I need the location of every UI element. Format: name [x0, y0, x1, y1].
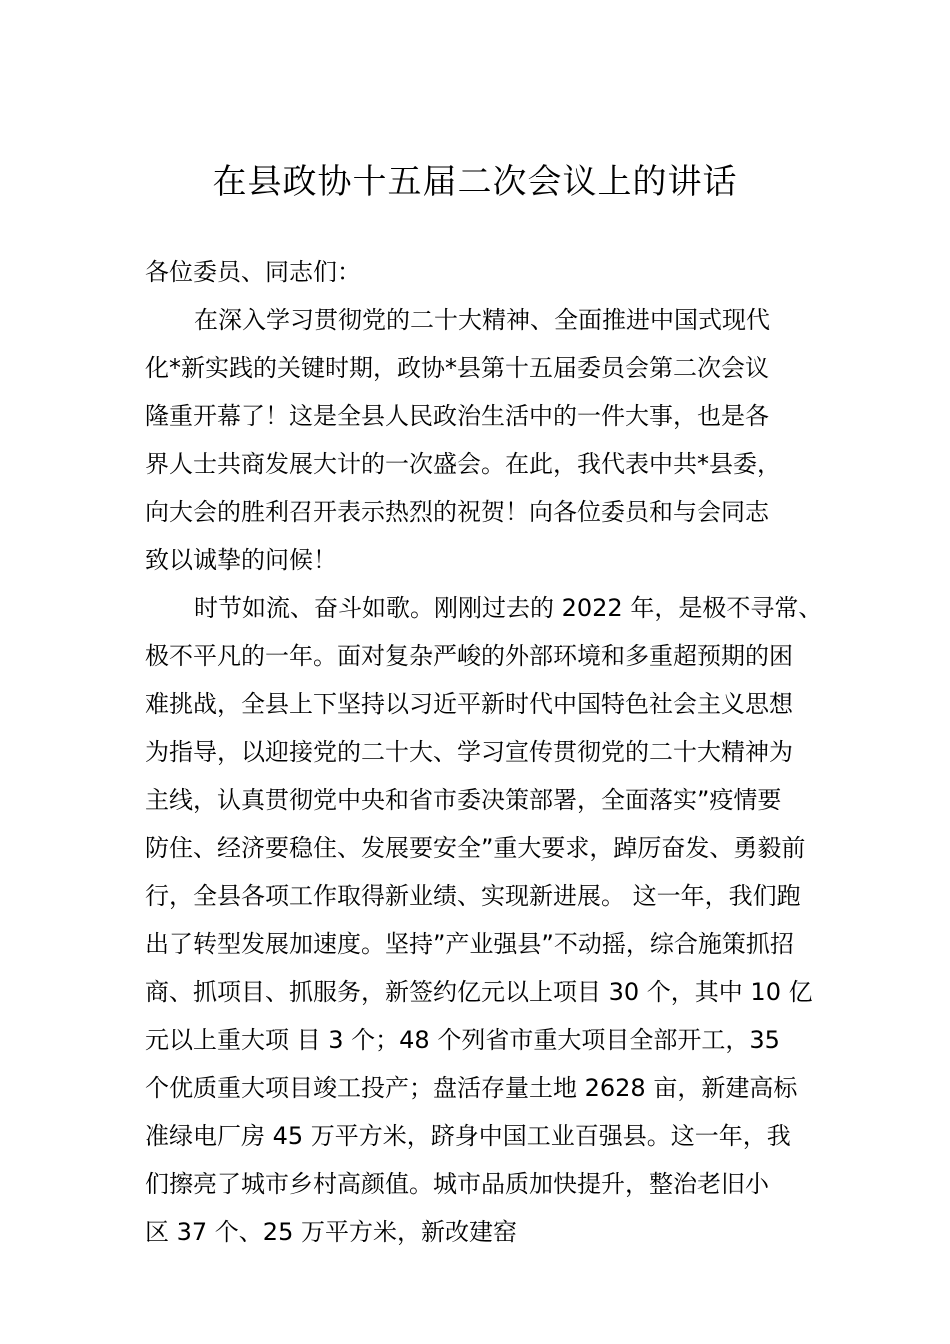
paragraph-line: 准绿电厂房 45 万平方米，跻身中国工业百强县。这一年，我	[145, 1122, 791, 1150]
paragraph-line: 隆重开幕了！这是全县人民政治生活中的一件大事，也是各	[145, 402, 769, 430]
paragraph-line: 界人士共商发展大计的一次盛会。在此，我代表中共*县委，	[145, 450, 781, 478]
paragraph-line: 难挑战，全县上下坚持以习近平新时代中国特色社会主义思想	[145, 690, 793, 718]
paragraph-line: 时节如流、奋斗如歌。刚刚过去的 2022 年，是极不寻常、	[194, 594, 823, 622]
document-body	[145, 248, 835, 1256]
paragraph-line: 化*新实践的关键时期，政协*县第十五届委员会第二次会议	[145, 354, 769, 382]
paragraph-line: 元以上重大项 目 3 个；48 个列省市重大项目全部开工，35	[145, 1026, 780, 1054]
paragraph-line: 行，全县各项工作取得新业绩、实现新进展。 这一年，我们跑	[145, 882, 801, 910]
salutation: 各位委员、同志们：	[145, 258, 361, 286]
paragraph-line: 在深入学习贯彻党的二十大精神、全面推进中国式现代	[194, 306, 770, 334]
paragraph-line: 出了转型发展加速度。坚持”产业强县”不动摇，综合施策抓招	[145, 930, 794, 958]
paragraph-line: 为指导，以迎接党的二十大、学习宣传贯彻党的二十大精神为	[145, 738, 793, 766]
document-title: 在县政协十五届二次会议上的讲话	[212, 162, 738, 202]
paragraph-line: 主线，认真贯彻党中央和省市委决策部署，全面落实”疫情要	[145, 786, 782, 814]
paragraph-line: 个优质重大项目竣工投产；盘活存量土地 2628 亩，新建高标	[145, 1074, 798, 1102]
paragraph-line: 区 37 个、25 万平方米，新改建窑	[145, 1218, 517, 1246]
paragraph-line: 向大会的胜利召开表示热烈的祝贺！向各位委员和与会同志	[145, 498, 769, 526]
paragraph-line: 致以诚挚的问候！	[145, 546, 337, 574]
paragraph-line: 们擦亮了城市乡村高颜值。城市品质加快提升，整治老旧小	[145, 1170, 769, 1198]
paragraph-line: 极不平凡的一年。面对复杂严峻的外部环境和多重超预期的困	[145, 642, 793, 670]
paragraph-line: 商、抓项目、抓服务，新签约亿元以上项目 30 个，其中 10 亿	[145, 978, 813, 1006]
paragraph-line: 防住、经济要稳住、发展要安全”重大要求，踔厉奋发、勇毅前	[145, 834, 806, 862]
